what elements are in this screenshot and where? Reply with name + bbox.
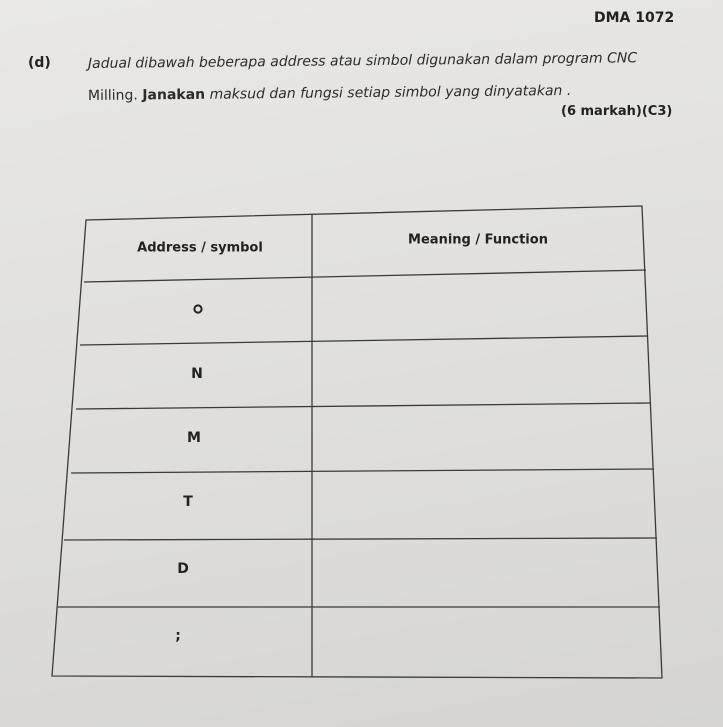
answer-cell-N[interactable] <box>316 340 646 400</box>
header-address-symbol: Address / symbol <box>137 240 263 256</box>
answer-cell-T[interactable] <box>316 472 652 536</box>
answer-cell-O[interactable] <box>316 274 644 334</box>
question-line-1: Jadual dibawah beberapa address atau simbol digunakan dalam program CNC <box>87 50 638 72</box>
question-command-word: Janakan <box>142 86 206 104</box>
small-circle-icon <box>192 303 204 315</box>
question-label: (d) <box>28 55 51 71</box>
answer-cell-M[interactable] <box>316 406 649 466</box>
header-meaning-function: Meaning / Function <box>408 232 548 248</box>
answer-cell-semicolon[interactable] <box>316 610 658 675</box>
symbol-semicolon: ; <box>175 628 181 644</box>
symbol-T: T <box>183 494 193 510</box>
marks-allocation: (6 markah)(C3) <box>561 104 673 119</box>
answer-cell-D[interactable] <box>316 541 655 605</box>
symbol-O <box>192 303 204 319</box>
symbol-D: D <box>177 561 189 577</box>
symbol-M: M <box>187 430 201 446</box>
question-line-2-lead: Milling. <box>87 87 143 104</box>
table-row-divider <box>64 538 657 540</box>
course-code: DMA 1072 <box>594 10 675 26</box>
symbol-N: N <box>191 366 203 382</box>
question-line-2-rest: maksud dan fungsi setiap simbol yang dinyatakan . <box>205 82 572 103</box>
